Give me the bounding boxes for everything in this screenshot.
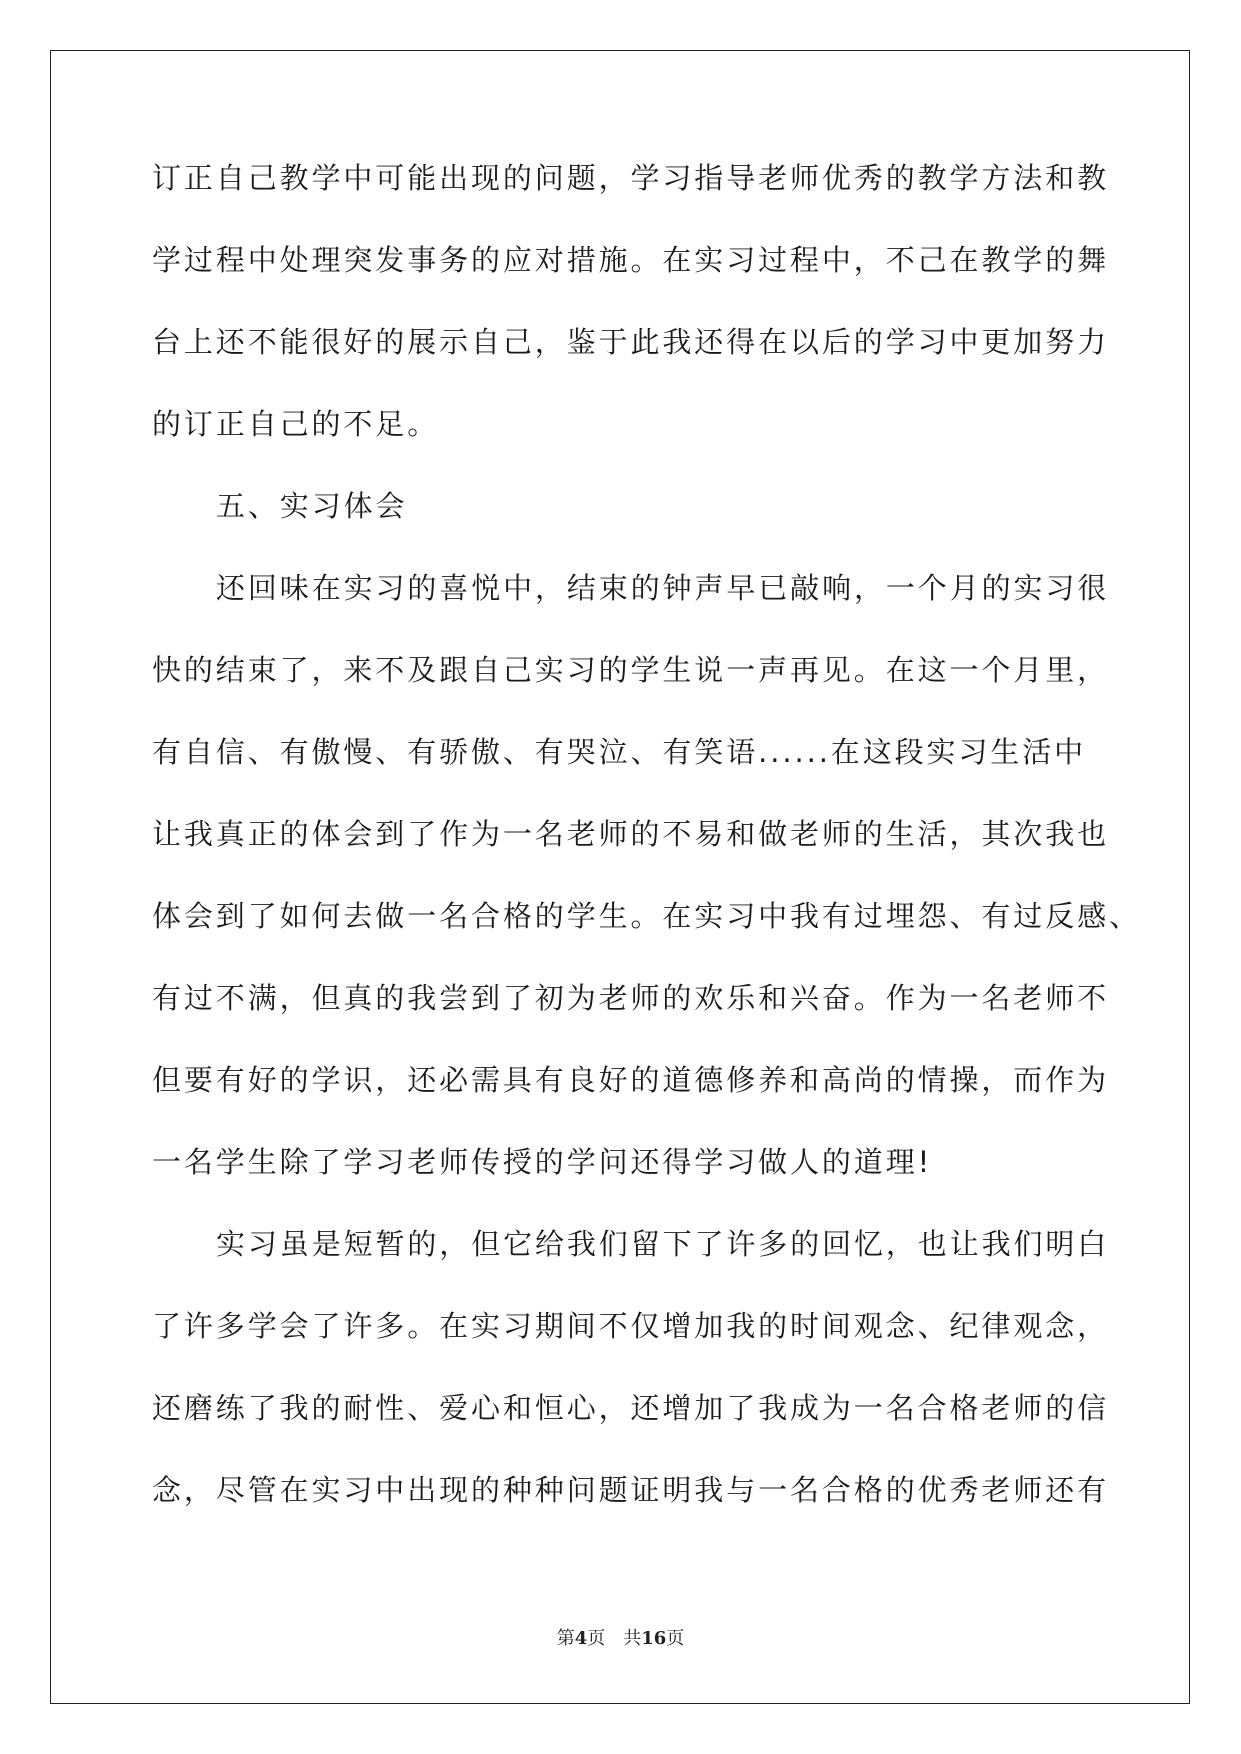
document-body (152, 158, 1141, 1552)
total-prefix: 共 (623, 1628, 642, 1649)
page-prefix: 第 (556, 1628, 575, 1649)
text-line: 台上还不能很好的展示自己，鉴于此我还得在以后的学习中更加努力 (152, 325, 1110, 359)
page-number: 4 (574, 1628, 588, 1649)
text-line: 的订正自己的不足。 (152, 407, 440, 441)
text-line: 实习虽是短暂的，但它给我们留下了许多的回忆，也让我们明白 (216, 1227, 1110, 1261)
text-line: 有自信、有傲慢、有骄傲、有哭泣、有笑语......在这段实习生活中 (152, 735, 1087, 769)
text-line: 念，尽管在实习中出现的种种问题证明我与一名合格的优秀老师还有 (152, 1473, 1110, 1507)
text-line: 还回味在实习的喜悦中，结束的钟声早已敲响，一个月的实习很 (216, 571, 1110, 605)
page-suffix: 页 (587, 1628, 606, 1649)
text-line: 订正自己教学中可能出现的问题，学习指导老师优秀的教学方法和教 (152, 161, 1110, 195)
text-line: 一名学生除了学习老师传授的学问还得学习做人的道理! (152, 1145, 933, 1179)
text-line: 快的结束了，来不及跟自己实习的学生说一声再见。在这一个月里， (152, 653, 1110, 687)
text-line: 但要有好的学识，还必需具有良好的道德修养和高尚的情操，而作为 (152, 1063, 1110, 1097)
section-heading: 五、实习体会 (216, 489, 408, 523)
text-line: 让我真正的体会到了作为一名老师的不易和做老师的生活，其次我也 (152, 817, 1110, 851)
text-line: 学过程中处理突发事务的应对措施。在实习过程中，不己在教学的舞 (152, 243, 1110, 277)
text-line: 体会到了如何去做一名合格的学生。在实习中我有过埋怨、有过反感、 (152, 899, 1141, 933)
total-pages: 16 (641, 1628, 667, 1649)
text-line: 有过不满，但真的我尝到了初为老师的欢乐和兴奋。作为一名老师不 (152, 981, 1110, 1015)
page-footer (0, 1624, 1241, 1650)
text-line: 还磨练了我的耐性、爱心和恒心，还增加了我成为一名合格老师的信 (152, 1391, 1110, 1425)
total-suffix: 页 (666, 1628, 685, 1649)
text-line: 了许多学会了许多。在实习期间不仅增加我的时间观念、纪律观念， (152, 1309, 1110, 1343)
